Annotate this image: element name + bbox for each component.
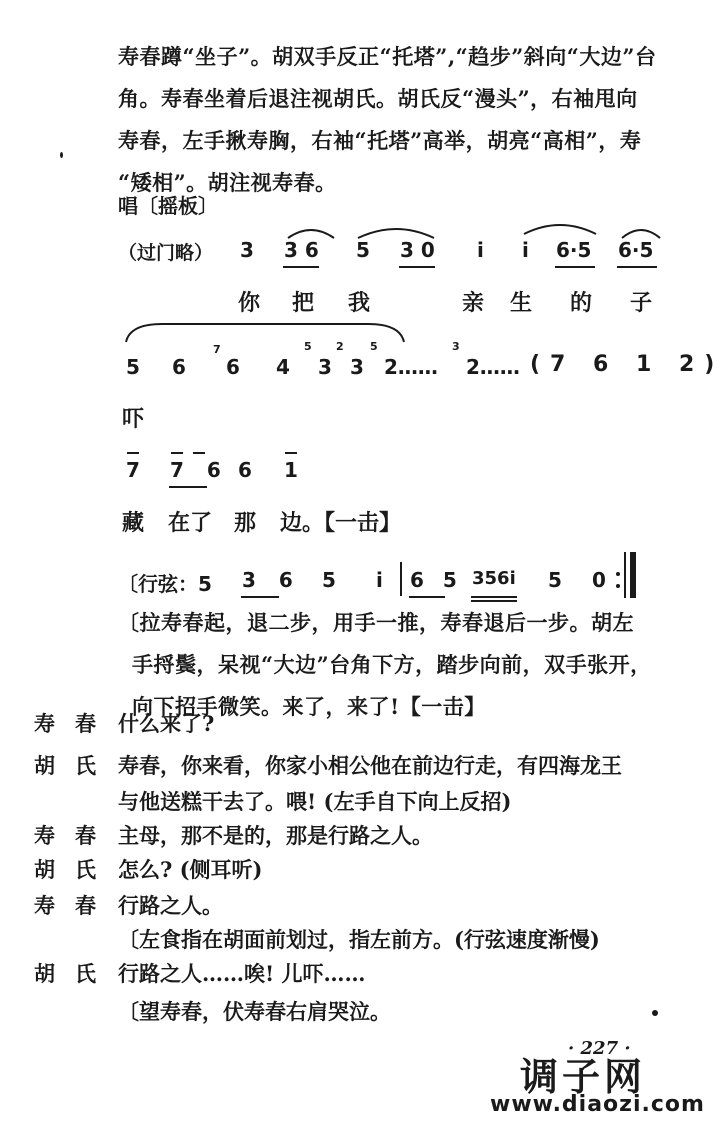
note: 2…… xyxy=(384,355,438,379)
music-prefix: （过门略） xyxy=(118,242,214,264)
lyric: 在了 xyxy=(168,510,213,536)
lyric: 我 xyxy=(348,290,371,316)
lyric: 的 xyxy=(570,290,593,316)
note: 356i xyxy=(472,568,516,589)
overline xyxy=(127,452,139,454)
note: i xyxy=(376,568,383,592)
note: 6 5 xyxy=(410,568,463,592)
speaker: 寿春 xyxy=(34,823,116,848)
note: 3 0 xyxy=(400,238,435,262)
lyric: 生 xyxy=(510,290,533,316)
interlude-label: 〔行弦：5 xyxy=(118,572,212,596)
underline xyxy=(617,266,657,268)
underline xyxy=(169,486,207,488)
note-group: (7 6 1 2) xyxy=(530,352,724,377)
note: 3 xyxy=(318,355,332,379)
note: 7 6 xyxy=(170,458,229,482)
note: 5 xyxy=(322,568,336,592)
repeat-dot xyxy=(616,584,620,588)
lyric: 吓 xyxy=(122,406,145,432)
speech: 主母，那不是的，那是行路之人。 xyxy=(118,823,433,848)
speaker: 寿春 xyxy=(34,893,116,918)
underline xyxy=(471,596,517,598)
prose-line: 手捋鬓，呆视“大边”台角下方，踏步向前，双手张开， xyxy=(132,652,652,677)
note: 6 xyxy=(238,458,252,482)
stage-directions-top xyxy=(118,36,678,204)
lyric: 把 xyxy=(292,290,315,316)
lyric: 边。【一击】 xyxy=(280,510,402,536)
note: 5 xyxy=(548,568,562,592)
overline xyxy=(193,452,205,454)
overline xyxy=(171,452,183,454)
note: 6·5 xyxy=(618,238,654,262)
prose-line: 向下招手微笑。来了，来了!【一击】 xyxy=(132,694,486,719)
slur xyxy=(522,218,598,236)
note: 3 6 xyxy=(242,568,301,592)
note: 3 xyxy=(350,355,364,379)
prose-line: 寿春蹲“坐子”。胡双手反正“托塔”,“趋步”斜向“大边”台 xyxy=(118,44,657,69)
note: 2…… xyxy=(466,355,520,379)
note: 5 xyxy=(356,238,370,262)
speaker: 胡氏 xyxy=(34,961,116,986)
lyric: 亲 xyxy=(462,290,485,316)
print-speck xyxy=(60,152,63,158)
note: 3 xyxy=(240,238,254,262)
grace-note: 7 xyxy=(213,343,221,356)
barline xyxy=(624,552,626,598)
note: i xyxy=(522,238,529,262)
underline xyxy=(399,266,435,268)
prose-line: 寿春，左手揪寿胸，右袖“托塔”高举，胡亮“高相”，寿 xyxy=(118,128,642,153)
print-speck xyxy=(652,1010,658,1016)
barline xyxy=(400,562,402,596)
lyric: 子 xyxy=(630,290,653,316)
slur xyxy=(620,222,662,240)
lyric: 你 xyxy=(238,290,261,316)
note: 5 xyxy=(126,355,140,379)
final-barline xyxy=(630,552,636,598)
lyric: 那 xyxy=(234,510,257,536)
speech: 〔左食指在胡面前划过，指左前方。(行弦速度渐慢) xyxy=(118,927,600,952)
grace-note: 5 xyxy=(370,340,378,353)
note: 7 xyxy=(126,458,140,482)
note: 1 xyxy=(284,458,298,482)
speech: 寿春，你来看，你家小相公他在前边行走，有四海龙王 xyxy=(118,753,622,778)
speaker: 胡氏 xyxy=(34,753,116,778)
repeat-dot xyxy=(616,572,620,576)
overline xyxy=(285,452,297,454)
note: 4 xyxy=(276,355,290,379)
slur xyxy=(286,222,336,240)
underline xyxy=(283,266,319,268)
speech: 怎么? (侧耳听) xyxy=(118,857,263,882)
prose-line: 〔拉寿春起，退二步，用手一推，寿春退后一步。胡左 xyxy=(118,610,634,635)
note: 6·5 xyxy=(556,238,592,262)
note: 0 xyxy=(592,568,606,592)
sing-label: 唱〔摇板〕 xyxy=(118,194,218,218)
slur xyxy=(122,318,408,344)
note: 3 6 xyxy=(284,238,319,262)
speech: 与他送糕干去了。喂! (左手自下向上反招) xyxy=(118,789,512,814)
speaker: 寿春 xyxy=(34,711,116,736)
grace-note: 3 xyxy=(452,340,460,353)
speaker: 胡氏 xyxy=(34,857,116,882)
prose-line: 角。寿春坐着后退注视胡氏。胡氏反“漫头”，右袖甩向 xyxy=(118,86,638,111)
speech: 行路之人……唉! 儿吓…… xyxy=(118,961,366,986)
grace-note: 2 xyxy=(336,340,344,353)
note: i xyxy=(477,238,484,262)
grace-note: 5 xyxy=(304,340,312,353)
speech: 什么来了? xyxy=(118,711,215,736)
note: 6 xyxy=(226,355,240,379)
underline xyxy=(555,266,595,268)
speech: 行路之人。 xyxy=(118,893,223,918)
underline xyxy=(241,596,279,598)
watermark-url: www.diaozi.com xyxy=(490,1092,705,1117)
page-number: · 227 · xyxy=(568,1038,631,1059)
prose-line: “矮相”。胡注视寿春。 xyxy=(118,170,337,195)
watermark-name: 调子网 xyxy=(520,1055,647,1099)
speech: 〔望寿春，伏寿春右肩哭泣。 xyxy=(118,999,391,1024)
slur xyxy=(356,222,436,240)
lyric: 藏 xyxy=(122,510,145,536)
underline xyxy=(409,596,445,598)
note: 6 xyxy=(172,355,186,379)
